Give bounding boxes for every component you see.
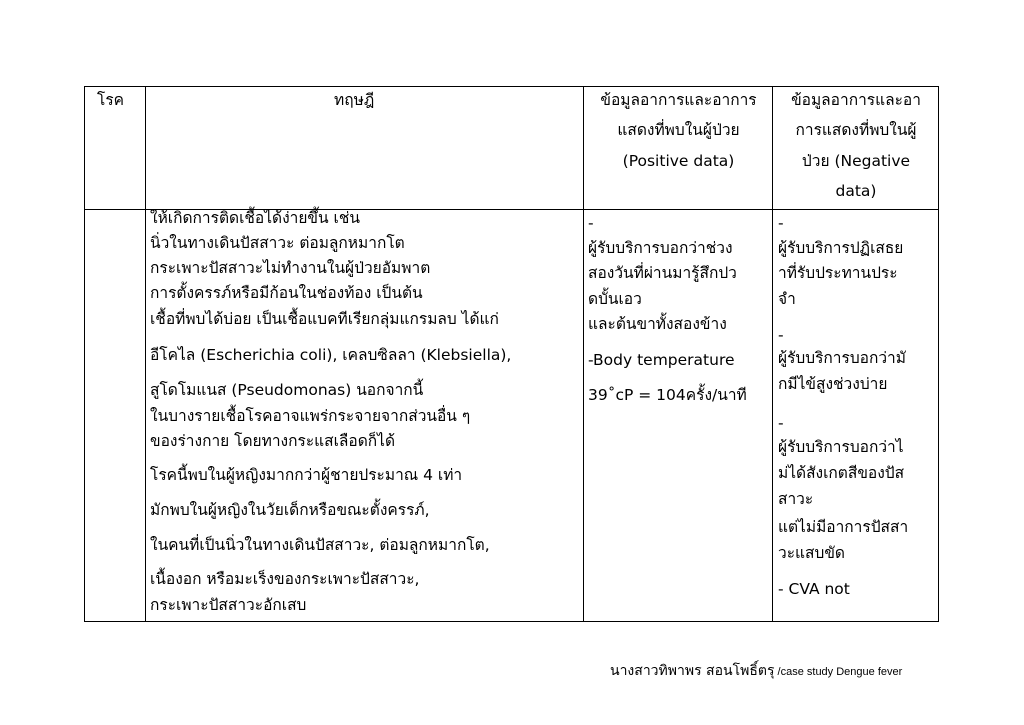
header-disease: โรค [97,91,125,109]
theory-line: ในคนที่เป็นนิ่วในทางเดินปัสสาวะ, ต่อมลูกหมากโต, [150,536,490,554]
negative-line: - CVA not [778,580,850,598]
header-negative-line: ป่วย (Negative [801,152,911,170]
theory-line: กระเพาะปัสสาวะไม่ทำงานในผู้ป่วยอัมพาต [150,259,431,277]
negative-line: กมีไข้สูงช่วงบ่าย [778,375,888,393]
negative-line: - [778,414,784,432]
negative-line: แต่ไม่มีอาการปัสสา [778,518,909,536]
table-left-border [84,86,85,622]
negative-line: ผู้รับบริการปฏิเสธย [778,239,904,257]
header-negative-line: ข้อมูลอาการและอา [791,91,921,109]
positive-line: ดบั้นเอว [588,290,642,308]
header-negative-line: data) [835,182,877,200]
theory-line: สูโดโมแนส (Pseudomonas) นอกจากนี้ [150,381,424,399]
theory-line: อีโคไล (Escherichia coli), เคลบซิลลา (Klebsiella), [150,346,512,364]
header-negative-line: การแสดงที่พบในผู้ [795,121,917,139]
negative-line: วะแสบขัด [778,544,845,562]
positive-line: -Body temperature [588,351,735,369]
positive-line: สองวันที่ผ่านมารู้สึกปว [588,264,737,282]
footer-topic: /case study Dengue fever [774,666,903,678]
negative-line: จำ [778,290,796,308]
positive-line: 39˚cP = 104ครั้ง/นาที [588,386,747,404]
column-divider-2 [583,86,584,622]
theory-line: ของร่างกาย โดยทางกระแสเลือดก็ได้ [150,432,396,450]
negative-line: ม่ได้สังเกตสีของปัส [778,464,905,482]
footer-author: นางสาวทิพาพร สอนโพธิ์ตรุ [610,663,775,679]
header-positive-line: ข้อมูลอาการและอาการ [600,91,757,109]
negative-line: าที่รับประทานประ [778,264,898,282]
theory-line: ในบางรายเชื้อโรคอาจแพร่กระจายจากส่วนอื่น ๆ [150,407,471,425]
table-right-border [938,86,939,622]
header-positive-line: แสดงที่พบในผู้ป่วย [617,121,740,139]
column-divider-3 [772,86,773,622]
table-bottom-border [84,621,939,622]
theory-line: กระเพาะปัสสาวะอักเสบ [150,596,307,614]
positive-line: และต้นขาทั้งสองข้าง [588,315,727,333]
positive-line: - [588,214,594,232]
theory-line: โรคนี้พบในผู้หญิงมากกว่าผู้ชายประมาณ 4 เท่า [150,466,463,484]
theory-line: เชื้อที่พบได้บ่อย เป็นเชื้อแบคทีเรียกลุ่มแกรมลบ ได้แก่ [150,310,499,328]
header-positive-line: (Positive data) [622,152,735,170]
theory-line: มักพบในผู้หญิงในวัยเด็กหรือขณะตั้งครรภ์, [150,501,430,519]
negative-line: ผู้รับบริการบอกว่ามั [778,349,906,367]
theory-line: เนื้องอก หรือมะเร็งของกระเพาะปัสสาวะ, [150,570,420,588]
page-footer [610,660,902,682]
table-top-border [84,86,939,87]
theory-line: นิ่วในทางเดินปัสสาวะ ต่อมลูกหมากโต [150,234,405,252]
header-theory: ทฤษฎี [334,91,375,109]
negative-line: ผู้รับบริการบอกว่าไ [778,438,904,456]
theory-line: การตั้งครรภ์หรือมีก้อนในช่องท้อง เป็นต้น [150,284,423,302]
negative-line: - [778,326,784,344]
theory-line: ให้เกิดการติดเชื้อได้ง่ายขึ้น เช่น [150,209,360,227]
positive-line: ผู้รับบริการบอกว่าช่วง [588,239,733,257]
column-divider-1 [145,86,146,622]
negative-line: สาวะ [778,490,814,508]
negative-line: - [778,214,784,232]
